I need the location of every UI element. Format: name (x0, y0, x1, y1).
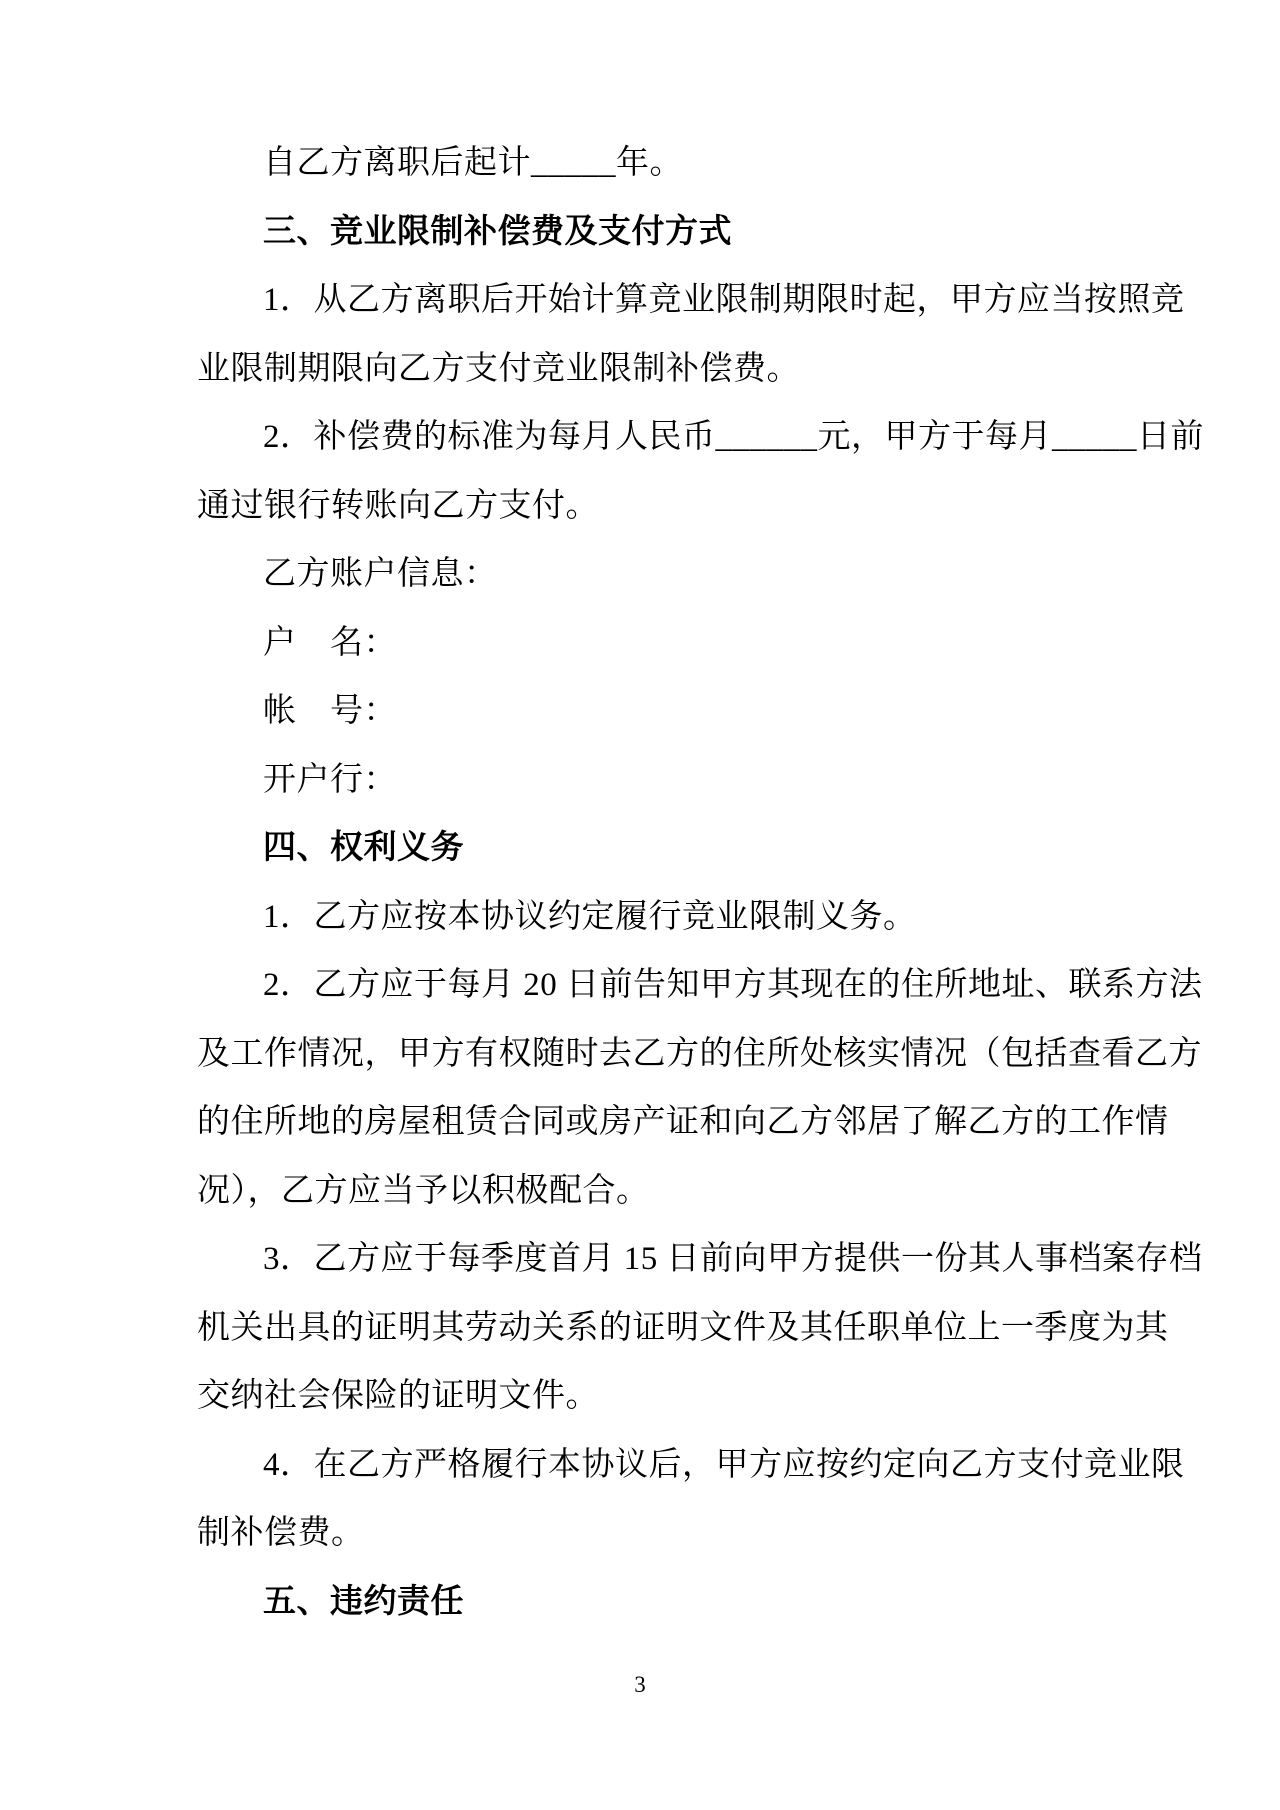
section-heading: 五、违约责任 (263, 1583, 464, 1620)
section-heading: 三、竞业限制补偿费及支付方式 (263, 213, 732, 250)
document-line: 机关出具的证明其劳动关系的证明文件及其任职单位上一季度为其 (197, 1309, 1169, 1346)
document-line: 3．乙方应于每季度首月 15 日前向甲方提供一份其人事档案存档 (263, 1241, 1203, 1277)
document-line: 2．乙方应于每月 20 日前告知甲方其现在的住所地址、联系方法 (263, 967, 1203, 1003)
document-line: 的住所地的房屋租赁合同或房产证和向乙方邻居了解乙方的工作情 (197, 1104, 1169, 1140)
page-number: 3 (634, 1672, 646, 1697)
document-line: 1．从乙方离职后开始计算竞业限制期限时起，甲方应当按照竞 (263, 282, 1185, 318)
document-line: 通过银行转账向乙方支付。 (197, 487, 599, 524)
document-line: 4．在乙方严格履行本协议后，甲方应按约定向乙方支付竞业限 (263, 1446, 1185, 1483)
document-line: 开户行： (263, 761, 397, 798)
section-heading: 四、权利义务 (263, 830, 464, 866)
document-line: 2．补偿费的标准为每月人民币______元，甲方于每月_____日前 (263, 419, 1204, 455)
document-line: 业限制期限向乙方支付竞业限制补偿费。 (197, 350, 800, 387)
document-line: 及工作情况，甲方有权随时去乙方的住所处核实情况（包括查看乙方 (197, 1035, 1202, 1072)
document-line: 制补偿费。 (197, 1515, 365, 1551)
document-body (197, 129, 1204, 1636)
document-line: 自乙方离职后起计_____年。 (263, 145, 683, 181)
document-line: 况），乙方应当予以积极配合。 (197, 1172, 650, 1209)
document-line: 帐 号： (263, 693, 397, 729)
document-line: 乙方账户信息： (263, 556, 498, 592)
document-line: 交纳社会保险的证明文件。 (197, 1378, 599, 1414)
document-line: 1．乙方应按本协议约定履行竞业限制义务。 (263, 898, 917, 935)
document-line: 户 名： (263, 624, 397, 661)
